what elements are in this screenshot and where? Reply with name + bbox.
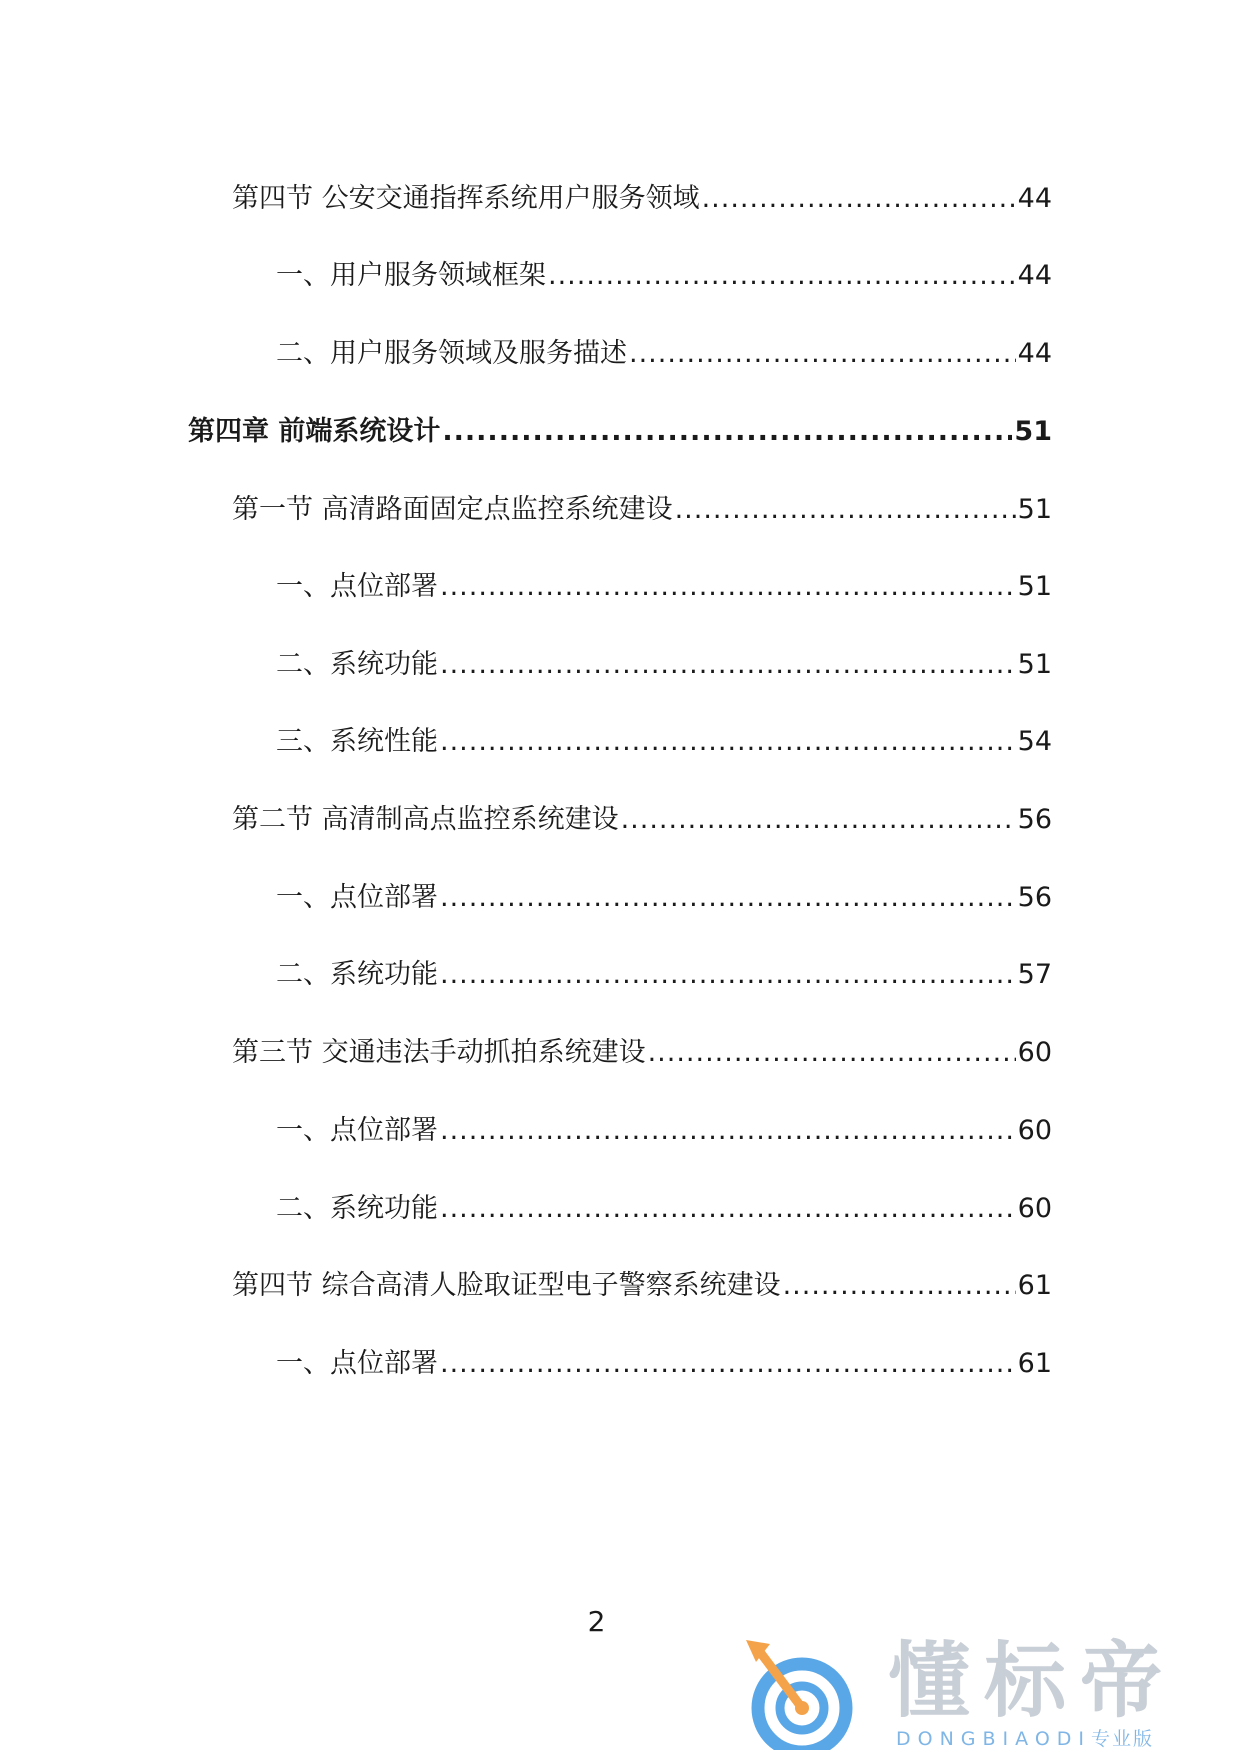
toc-leader-dots xyxy=(440,878,1016,918)
toc-entry-page: 61 xyxy=(1017,1270,1052,1301)
toc-entry[interactable] xyxy=(232,490,1052,530)
toc-entry-title: 二、系统功能 xyxy=(276,1193,438,1224)
toc-leader-dots xyxy=(440,722,1016,762)
toc-entry[interactable] xyxy=(276,567,1052,607)
toc-leader-dots xyxy=(548,256,1016,296)
toc-entry-title: 二、系统功能 xyxy=(276,959,438,990)
toc-leader-dots xyxy=(675,490,1016,530)
toc-entry-title: 二、用户服务领域及服务描述 xyxy=(276,338,627,369)
toc-entry[interactable] xyxy=(232,800,1052,840)
toc-entry[interactable] xyxy=(276,1111,1052,1151)
toc-entry-page: 44 xyxy=(1017,338,1052,369)
toc-entry-title: 第三节 交通违法手动抓拍系统建设 xyxy=(232,1037,646,1068)
toc-entry-title: 一、点位部署 xyxy=(276,882,438,913)
brand-name: 懂标帝 xyxy=(888,1634,1177,1729)
brand-subtitle xyxy=(896,1728,1154,1750)
toc-entry-title: 三、系统性能 xyxy=(276,726,438,757)
toc-entry-page: 60 xyxy=(1017,1193,1052,1224)
toc-entry-title: 一、用户服务领域框架 xyxy=(276,260,546,291)
brand-watermark xyxy=(740,1632,1220,1750)
toc-entry[interactable] xyxy=(276,1189,1052,1229)
toc-entry[interactable] xyxy=(276,334,1052,374)
toc-entry[interactable] xyxy=(276,256,1052,296)
toc-entry[interactable] xyxy=(232,179,1052,219)
toc-leader-dots xyxy=(702,179,1016,219)
toc-entry-page: 44 xyxy=(1017,260,1052,291)
toc-entry-page: 51 xyxy=(1014,416,1052,447)
toc-entry-title: 二、系统功能 xyxy=(276,649,438,680)
toc-leader-dots xyxy=(440,1111,1016,1151)
toc-leader-dots xyxy=(440,1189,1016,1229)
toc-entry[interactable] xyxy=(276,878,1052,918)
toc-entry-title: 第二节 高清制高点监控系统建设 xyxy=(232,804,619,835)
toc-entry-title: 第一节 高清路面固定点监控系统建设 xyxy=(232,494,673,525)
toc-entry[interactable] xyxy=(232,1266,1052,1306)
toc-entry-page: 51 xyxy=(1017,649,1052,680)
toc-entry-page: 56 xyxy=(1017,882,1052,913)
toc-entry-title: 一、点位部署 xyxy=(276,1115,438,1146)
toc-entry-page: 44 xyxy=(1017,183,1052,214)
toc-entry-title: 第四节 公安交通指挥系统用户服务领域 xyxy=(232,183,700,214)
toc-entry-page: 61 xyxy=(1017,1348,1052,1379)
toc-entry[interactable] xyxy=(276,722,1052,762)
brand-subtitle-latin: DONGBIAODI xyxy=(896,1728,1092,1750)
toc-entry-title: 第四节 综合高清人脸取证型电子警察系统建设 xyxy=(232,1270,781,1301)
toc-leader-dots xyxy=(440,1344,1016,1384)
toc-leader-dots xyxy=(440,955,1016,995)
toc-leader-dots xyxy=(621,800,1016,840)
toc-entry-title: 一、点位部署 xyxy=(276,1348,438,1379)
toc-entry-page: 51 xyxy=(1017,571,1052,602)
page-number: 2 xyxy=(587,1605,606,1638)
toc-entry-title: 第四章 前端系统设计 xyxy=(188,416,441,447)
brand-edition: 专业版 xyxy=(1091,1728,1155,1750)
toc-leader-dots xyxy=(440,567,1016,607)
toc-entry-page: 54 xyxy=(1017,726,1052,757)
toc-entry-page: 51 xyxy=(1017,494,1052,525)
toc-entry-title: 一、点位部署 xyxy=(276,571,438,602)
toc-entry[interactable] xyxy=(232,1033,1052,1073)
toc-leader-dots xyxy=(442,412,1012,452)
toc-leader-dots xyxy=(629,334,1016,374)
toc-entry[interactable] xyxy=(276,1344,1052,1384)
toc-entry-page: 57 xyxy=(1017,959,1052,990)
toc-entry[interactable] xyxy=(276,955,1052,995)
toc-entry-page: 60 xyxy=(1017,1115,1052,1146)
toc-leader-dots xyxy=(783,1266,1016,1306)
toc-entry[interactable] xyxy=(276,645,1052,685)
toc-entry-page: 56 xyxy=(1017,804,1052,835)
toc-entry-page: 60 xyxy=(1017,1037,1052,1068)
toc-chapter-entry[interactable] xyxy=(188,412,1052,452)
target-arrow-icon xyxy=(740,1632,890,1750)
toc-leader-dots xyxy=(648,1033,1016,1073)
toc-leader-dots xyxy=(440,645,1016,685)
